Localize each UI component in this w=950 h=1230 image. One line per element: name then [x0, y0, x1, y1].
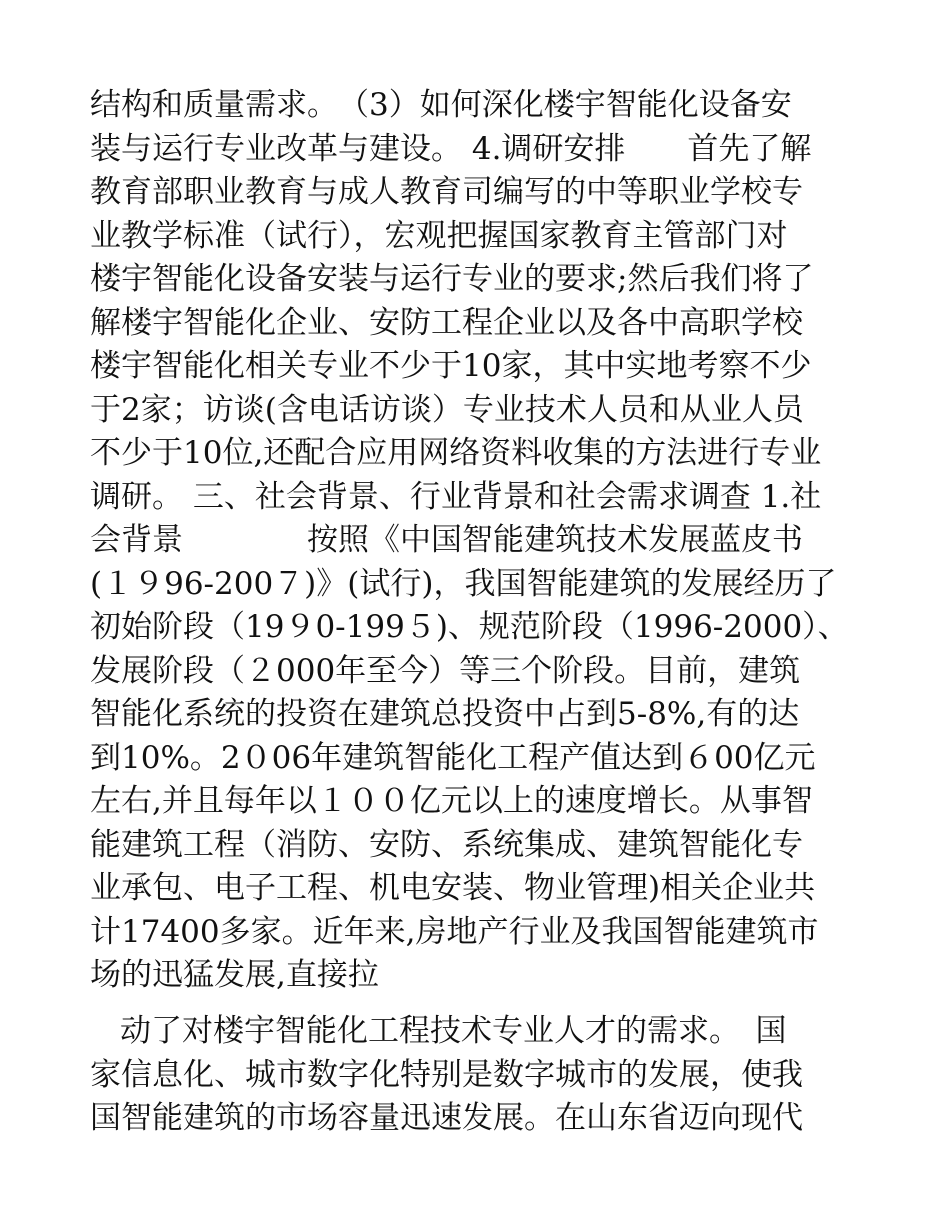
text-line: 楼宇智能化设备安装与运行专业的要求;然后我们将了 — [90, 261, 814, 297]
text-line: 教育部职业教育与成人教育司编写的中等职业学校专 — [90, 174, 803, 210]
text-line: 楼宇智能化相关专业不少于10家，其中实地考察不少 — [90, 348, 812, 384]
text-line: 业教学标准（试行），宏观把握国家教育主管部门对 — [90, 217, 788, 254]
text-line: 装与运行专业改革与建设。 4.调研安排 首先了解 — [90, 130, 812, 167]
text-line: 能建筑工程（消防、安防、系统集成、建筑智能化专 — [90, 826, 803, 863]
text-line: 国智能建筑的市场容量迅速发展。在山东省迈向现代 — [90, 1100, 803, 1136]
text-line: 计17400多家。近年来,房地产行业及我国智能建筑市 — [90, 913, 819, 950]
text-line: 解楼宇智能化企业、安防工程企业以及各中高职学校 — [90, 304, 803, 341]
text-line: 到10%。2０06年建筑智能化工程产值达到６00亿元 — [90, 739, 816, 776]
text-line: 家信息化、城市数字化特别是数字城市的发展，使我 — [90, 1056, 803, 1093]
text-line: (１９96-200７)》(试行)，我国智能建筑的发展经历了 — [90, 565, 837, 602]
text-line: 场的迅猛发展,直接拉 — [90, 957, 379, 993]
text-line: 调研。 三、社会背景、行业背景和社会需求调查 1.社 — [90, 478, 822, 515]
text-line: 发展阶段（２000年至今）等三个阶段。目前，建筑 — [90, 652, 801, 689]
text-line: 初始阶段（19９0-199５)、规范阶段（1996-2000）、 — [90, 609, 849, 645]
text-line: 左右,并且每年以１００亿元以上的速度增长。从事智 — [90, 783, 813, 819]
text-line: 智能化系统的投资在建筑总投资中占到5-8%,有的达 — [90, 696, 800, 732]
text-line: 结构和质量需求。 （3）如何深化楼宇智能化设备安 — [90, 87, 792, 123]
text-line: 不少于10位,还配合应用网络资料收集的方法进行专业 — [90, 435, 822, 471]
body-paragraph-2 — [90, 1010, 880, 1141]
text-line: 动了对楼宇智能化工程技术专业人才的需求。 国 — [120, 1013, 787, 1049]
text-line: 会背景 按照《中国智能建筑技术发展蓝皮书 — [90, 522, 803, 558]
text-line: 业承包、电子工程、机电安装、物业管理)相关企业共 — [90, 870, 816, 906]
body-paragraph-1 — [90, 84, 880, 998]
text-line: 于2家；访谈(含电话访谈）专业技术人员和从业人员 — [90, 391, 804, 428]
